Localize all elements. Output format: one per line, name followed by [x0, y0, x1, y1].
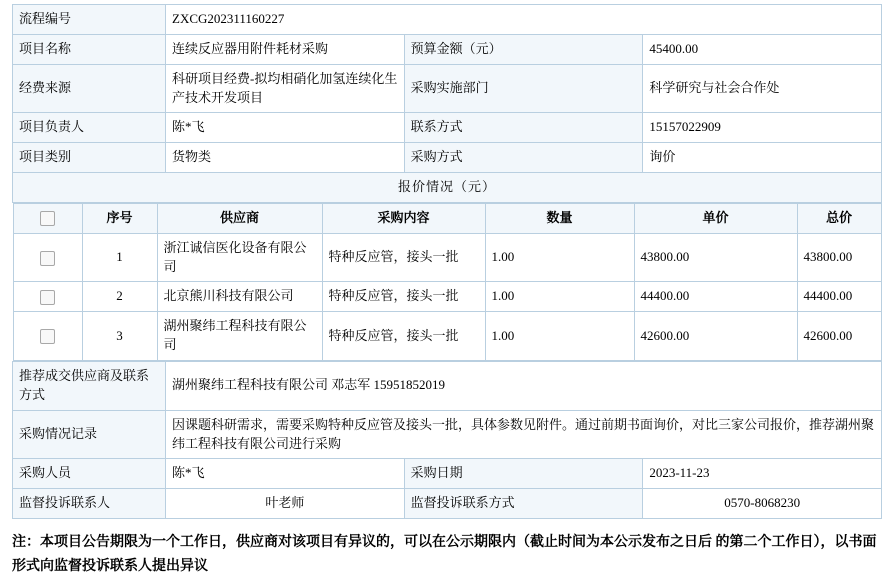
- select-all-header: [13, 203, 82, 233]
- field-label-supervisor-contact: 监督投诉联系方式: [404, 489, 643, 519]
- field-label-date: 采购日期: [404, 459, 643, 489]
- quote-section-title: 报价情况（元）: [13, 173, 882, 203]
- field-label: 经费来源: [13, 64, 166, 113]
- quotes-table: [13, 203, 882, 361]
- column-header-content: 采购内容: [322, 203, 485, 233]
- cell-index: 3: [82, 312, 157, 361]
- table-row: [13, 410, 882, 459]
- field-value: 45400.00: [643, 34, 882, 64]
- field-value: ZXCG202311160227: [166, 5, 882, 35]
- field-value-record: 因课题科研需求，需要采购特种反应管及接头一批，具体参数见附件。通过前期书面询价，对比三家公司报价，推荐湖州聚纬工程科技有限公司进行采购: [166, 410, 882, 459]
- row-select-cell[interactable]: [13, 282, 82, 312]
- field-value: 陈*飞: [166, 113, 405, 143]
- row-select-checkbox[interactable]: [40, 251, 55, 266]
- column-header-quantity: 数量: [485, 203, 634, 233]
- field-label-record: 采购情况记录: [13, 410, 166, 459]
- footer-note: 注：本项目公告期限为一个工作日，供应商对该项目有异议的，可以在公示期限内（截止时间为本公示发布之日后 的第二个工作日），以书面形式向监督投诉联系人提出异议: [12, 535, 877, 574]
- cell-unit-price: 43800.00: [634, 233, 797, 282]
- cell-total-price: 44400.00: [797, 282, 881, 312]
- field-label: 项目名称: [13, 34, 166, 64]
- cell-unit-price: 44400.00: [634, 282, 797, 312]
- field-label: 采购实施部门: [404, 64, 643, 113]
- select-all-checkbox[interactable]: [40, 211, 55, 226]
- row-select-cell[interactable]: [13, 312, 82, 361]
- field-value: 科学研究与社会合作处: [643, 64, 882, 113]
- field-label: 预算金额（元）: [404, 34, 643, 64]
- column-header-index: 序号: [82, 203, 157, 233]
- cell-supplier: 北京熊川科技有限公司: [157, 282, 322, 312]
- field-value: 询价: [643, 143, 882, 173]
- quotes-header-row: [13, 203, 881, 233]
- cell-index: 2: [82, 282, 157, 312]
- field-value-buyer: 陈*飞: [166, 459, 405, 489]
- field-label: 项目负责人: [13, 113, 166, 143]
- table-row: [13, 113, 882, 143]
- table-row: [13, 282, 881, 312]
- cell-total-price: 43800.00: [797, 233, 881, 282]
- table-row: [13, 143, 882, 173]
- quote-table-row: [13, 202, 882, 361]
- table-row: [13, 361, 882, 410]
- column-header-total-price: 总价: [797, 203, 881, 233]
- row-select-cell[interactable]: [13, 233, 82, 282]
- field-value: 连续反应器用附件耗材采购: [166, 34, 405, 64]
- table-row: [13, 489, 882, 519]
- cell-quantity: 1.00: [485, 233, 634, 282]
- quote-table-cell: [13, 202, 882, 361]
- field-value-supervisor-contact: 0570-8068230: [643, 489, 882, 519]
- field-label: 流程编号: [13, 5, 166, 35]
- table-row: [13, 34, 882, 64]
- field-value-date: 2023-11-23: [643, 459, 882, 489]
- purchase-info-table: [12, 4, 882, 519]
- cell-content: 特种反应管，接头一批: [322, 233, 485, 282]
- table-row: [13, 312, 881, 361]
- quote-section-header-row: [13, 173, 882, 203]
- cell-content: 特种反应管，接头一批: [322, 282, 485, 312]
- table-row: [13, 64, 882, 113]
- table-row: [13, 233, 881, 282]
- field-label: 采购方式: [404, 143, 643, 173]
- table-row: [13, 459, 882, 489]
- cell-unit-price: 42600.00: [634, 312, 797, 361]
- cell-quantity: 1.00: [485, 312, 634, 361]
- cell-total-price: 42600.00: [797, 312, 881, 361]
- cell-supplier: 浙江诚信医化设备有限公司: [157, 233, 322, 282]
- field-value: 15157022909: [643, 113, 882, 143]
- cell-content: 特种反应管，接头一批: [322, 312, 485, 361]
- cell-index: 1: [82, 233, 157, 282]
- field-label: 联系方式: [404, 113, 643, 143]
- field-value-recommend: 湖州聚纬工程科技有限公司 邓志军 15951852019: [166, 361, 882, 410]
- cell-quantity: 1.00: [485, 282, 634, 312]
- field-value: 货物类: [166, 143, 405, 173]
- row-select-checkbox[interactable]: [40, 290, 55, 305]
- table-row: [13, 5, 882, 35]
- column-header-unit-price: 单价: [634, 203, 797, 233]
- field-value: 科研项目经费-拟均相硝化加氢连续化生产技术开发项目: [166, 64, 405, 113]
- column-header-supplier: 供应商: [157, 203, 322, 233]
- cell-supplier: 湖州聚纬工程科技有限公司: [157, 312, 322, 361]
- field-label-supervisor: 监督投诉联系人: [13, 489, 166, 519]
- field-label: 项目类别: [13, 143, 166, 173]
- field-label-recommend: 推荐成交供应商及联系方式: [13, 361, 166, 410]
- field-value-supervisor: 叶老师: [166, 489, 405, 519]
- field-label-buyer: 采购人员: [13, 459, 166, 489]
- row-select-checkbox[interactable]: [40, 329, 55, 344]
